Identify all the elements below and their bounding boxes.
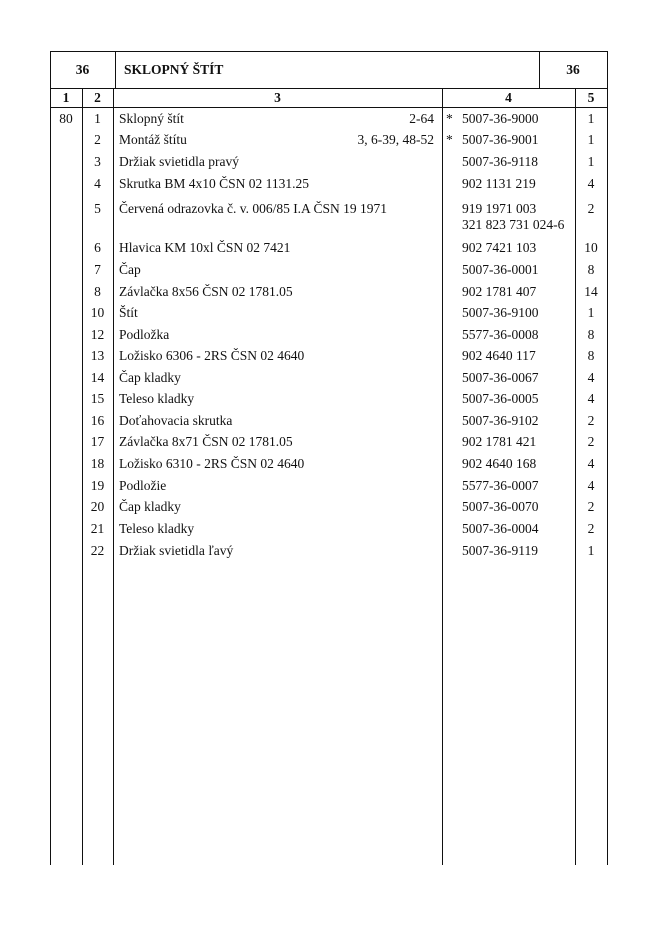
item-code: 5007-36-9100 — [462, 305, 539, 320]
item-quantity: 14 — [584, 284, 598, 299]
item-name: Štít — [119, 305, 138, 320]
item-number: 22 — [90, 543, 105, 558]
column-header: 5 — [587, 90, 595, 105]
item-code: 902 7421 103 — [462, 240, 537, 255]
rule — [442, 88, 443, 865]
rule — [50, 107, 608, 108]
item-name: Ložisko 6310 - 2RS ČSN 02 4640 — [119, 456, 305, 471]
item-code: 902 1131 219 — [462, 176, 536, 191]
item-name: Hlavica KM 10xl ČSN 02 7421 — [119, 240, 291, 255]
item-number: 17 — [90, 434, 105, 449]
item-number: 4 — [94, 176, 101, 191]
item-code: 5007-36-0067 — [462, 370, 539, 385]
item-quantity: 2 — [587, 434, 595, 449]
item-quantity: 8 — [587, 262, 595, 277]
header-left-number: 36 — [75, 62, 90, 77]
item-quantity: 2 — [587, 201, 595, 216]
item-quantity: 10 — [584, 240, 598, 255]
item-code: 5007-36-9000 — [462, 111, 539, 126]
item-name: Držiak svietidla ľavý — [119, 543, 234, 558]
column-header: 1 — [62, 90, 70, 105]
item-quantity: 2 — [587, 499, 595, 514]
item-number: 12 — [90, 327, 105, 342]
item-number: 1 — [94, 111, 101, 126]
item-name: Doťahovacia skrutka — [119, 413, 233, 428]
item-number: 2 — [94, 132, 101, 147]
item-quantity: 4 — [587, 391, 595, 406]
item-quantity: 1 — [587, 111, 595, 126]
item-code: 902 1781 421 — [462, 434, 537, 449]
item-number: 8 — [94, 284, 101, 299]
rule — [607, 51, 608, 865]
item-name: Teleso kladky — [119, 391, 195, 406]
rule — [115, 51, 116, 88]
rule — [50, 51, 51, 865]
item-reference: 2-64 — [409, 111, 434, 126]
item-name: Závlačka 8x56 ČSN 02 1781.05 — [119, 284, 293, 299]
item-mark: * — [446, 111, 453, 126]
item-quantity: 8 — [587, 348, 595, 363]
item-code: 5577-36-0007 — [462, 478, 539, 493]
page-title: SKLOPNÝ ŠTÍT — [124, 62, 224, 77]
item-quantity: 2 — [587, 413, 595, 428]
item-code: 902 4640 168 — [462, 456, 537, 471]
item-name: Držiak svietidla pravý — [119, 154, 239, 169]
item-code: 5007-36-9118 — [462, 154, 538, 169]
item-reference: 3, 6-39, 48-52 — [357, 132, 434, 147]
item-name: Čap — [119, 262, 141, 277]
item-code: 5007-36-0004 — [462, 521, 539, 536]
item-number: 18 — [90, 456, 105, 471]
item-name: Podložie — [119, 478, 167, 493]
item-code: 902 4640 117 — [462, 348, 536, 363]
item-quantity: 1 — [587, 305, 595, 320]
item-quantity: 4 — [587, 478, 595, 493]
item-name: Teleso kladky — [119, 521, 195, 536]
item-quantity: 1 — [587, 154, 595, 169]
group-position: 80 — [59, 111, 73, 126]
item-code: 919 1971 003 — [462, 201, 537, 216]
item-code: 5007-36-0001 — [462, 262, 539, 277]
item-code: 5007-36-0005 — [462, 391, 539, 406]
item-code: 5007-36-9102 — [462, 413, 539, 428]
rule — [50, 88, 608, 89]
item-number: 19 — [90, 478, 105, 493]
item-quantity: 4 — [587, 370, 595, 385]
item-code: 5007-36-9001 — [462, 132, 539, 147]
item-quantity: 4 — [587, 456, 595, 471]
item-number: 16 — [90, 413, 105, 428]
item-code: 902 1781 407 — [462, 284, 537, 299]
item-code: 5007-36-0070 — [462, 499, 539, 514]
item-name: Čap kladky — [119, 370, 181, 385]
item-number: 21 — [90, 521, 105, 536]
item-code: 5577-36-0008 — [462, 327, 539, 342]
item-quantity: 2 — [587, 521, 595, 536]
item-number: 10 — [90, 305, 105, 320]
item-name: Čap kladky — [119, 499, 181, 514]
column-header: 3 — [274, 90, 281, 105]
item-number: 7 — [94, 262, 101, 277]
item-number: 15 — [90, 391, 105, 406]
item-quantity: 1 — [587, 543, 595, 558]
item-quantity: 1 — [587, 132, 595, 147]
item-code-secondary: 321 823 731 024-6 — [462, 217, 565, 232]
item-name: Podložka — [119, 327, 170, 342]
item-name: Skrutka BM 4x10 ČSN 02 1131.25 — [119, 176, 310, 191]
item-number: 6 — [94, 240, 101, 255]
item-number: 3 — [94, 154, 101, 169]
header-right-number: 36 — [566, 62, 580, 77]
item-name: Sklopný štít — [119, 111, 184, 126]
rule — [113, 88, 114, 865]
item-name: Červená odrazovka č. v. 006/85 I.A ČSN 19 1971 — [119, 201, 387, 216]
item-quantity: 8 — [587, 327, 595, 342]
rule — [50, 51, 608, 52]
column-header: 4 — [505, 90, 512, 105]
item-mark: * — [446, 132, 453, 147]
item-number: 20 — [90, 499, 105, 514]
column-header: 2 — [94, 90, 101, 105]
item-number: 13 — [90, 348, 105, 363]
item-number: 14 — [90, 370, 105, 385]
item-code: 5007-36-9119 — [462, 543, 538, 558]
item-name: Ložisko 6306 - 2RS ČSN 02 4640 — [119, 348, 305, 363]
item-name: Montáž štítu — [119, 132, 187, 147]
item-name: Závlačka 8x71 ČSN 02 1781.05 — [119, 434, 293, 449]
item-quantity: 4 — [587, 176, 595, 191]
item-number: 5 — [94, 201, 101, 216]
